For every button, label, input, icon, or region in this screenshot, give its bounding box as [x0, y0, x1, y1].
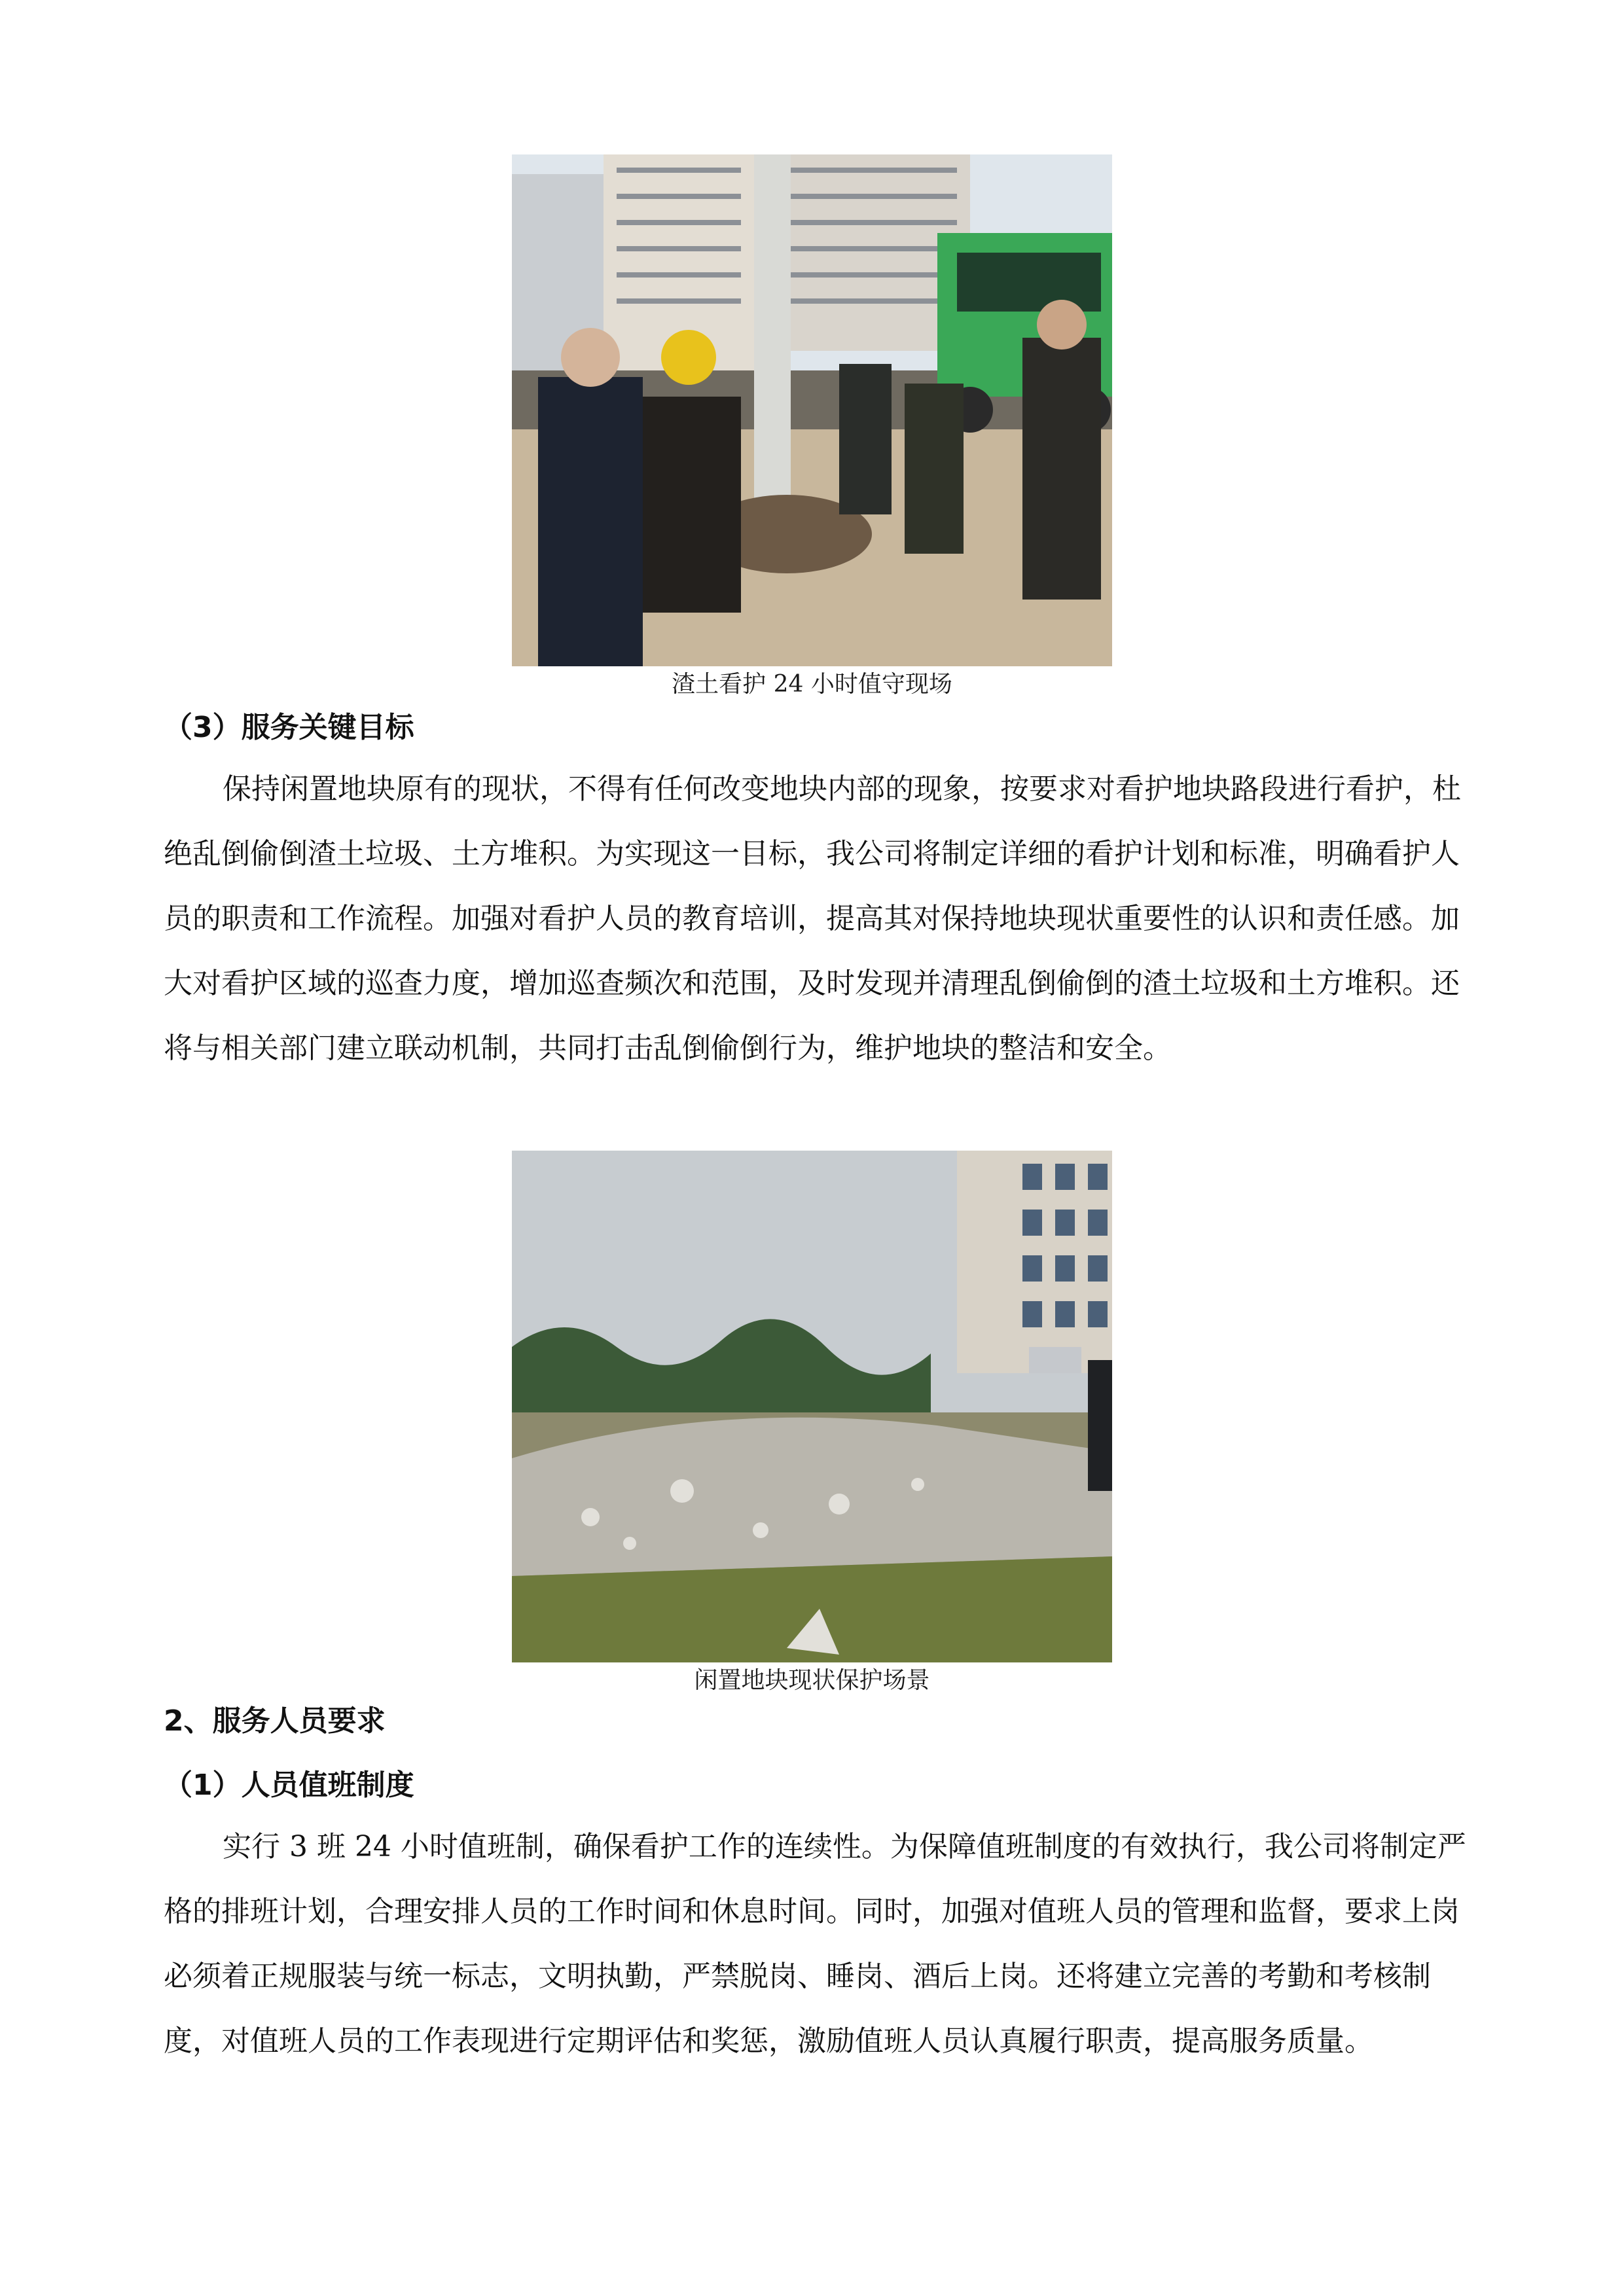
section-3-heading: （3）服务关键目标 — [164, 711, 414, 744]
section-staff-heading: 2、服务人员要求 — [164, 1704, 386, 1738]
figure-1-caption: 渣土看护 24 小时值守现场 — [672, 671, 952, 698]
duty-system-heading: （1）人员值班制度 — [164, 1768, 414, 1802]
figure-2-caption: 闲置地块现状保护场景 — [694, 1667, 930, 1694]
duty-system-paragraph: 实行 3 班 24 小时值班制，确保看护工作的连续性。为保障值班制度的有效执行，我公司将制定严格的排班计划，合理安排人员的工作时间和休息时间。同时，加强对值班人员的管理和监督，要求上岗必须着正规服装与统一标志，文明执勤，严禁脱岗、睡岗、酒后上岗。还将建立完善的考勤和考核制度，对值班人员的工作表现进行定期评估和奖惩，激励值班人员认真履行职责，提高服务质量。 — [164, 1830, 1466, 2058]
section-3-paragraph: 保持闲置地块原有的现状，不得有任何改变地块内部的现象，按要求对看护地块路段进行看护，杜绝乱倒偷倒渣土垃圾、土方堆积。为实现这一目标，我公司将制定详细的看护计划和标准，明确看护人员的职责和工作流程。加强对看护人员的教育培训，提高其对保持地块现状重要性的认识和责任感。加大对看护区域的巡查力度，增加巡查频次和范围，及时发现并清理乱倒偷倒的渣土垃圾和土方堆积。还将与相关部门建立联动机制，共同打击乱倒偷倒行为，维护地块的整洁和安全。 — [164, 772, 1461, 1065]
site-watch-photo — [512, 154, 1112, 666]
idle-plot-photo — [512, 1151, 1112, 1662]
